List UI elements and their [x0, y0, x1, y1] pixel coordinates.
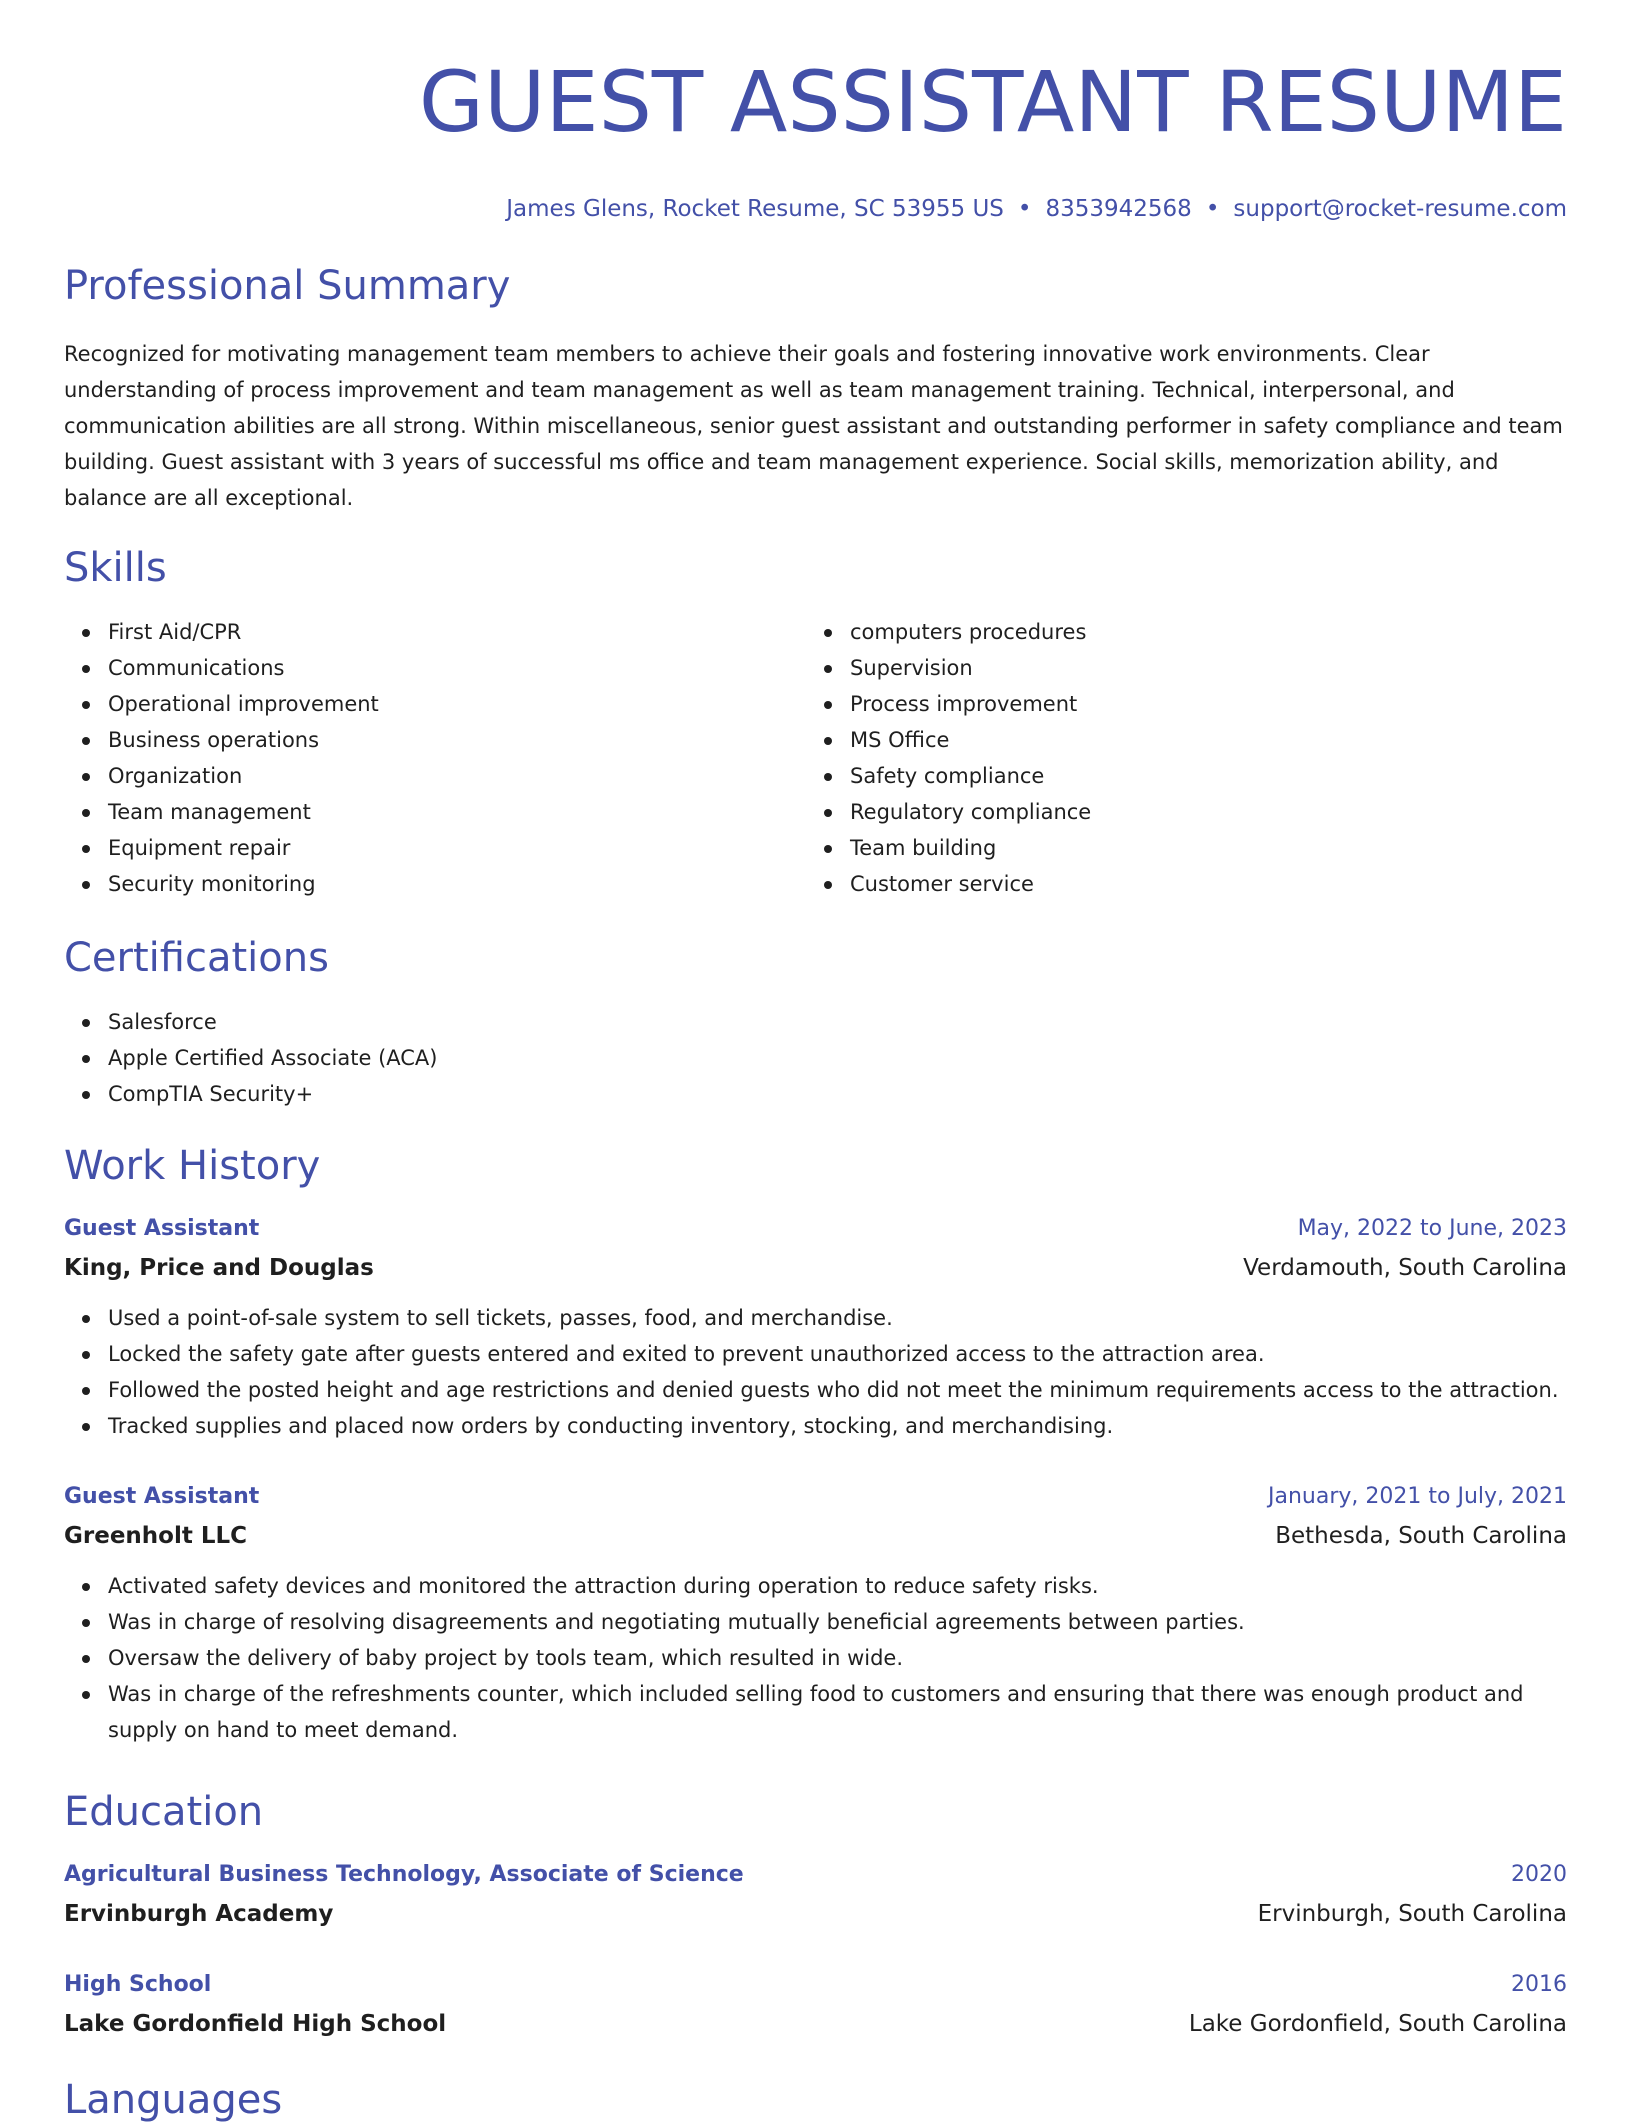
job-company-row	[64, 1248, 1567, 1288]
skills-section	[64, 544, 1567, 902]
skill-item: Customer service	[850, 866, 1548, 902]
education-location: Lake Gordonfield, South Carolina	[1188, 2011, 1567, 2037]
education-degree-row	[64, 1966, 1567, 2004]
education-entry	[64, 1966, 1567, 2044]
skill-item: Communications	[108, 650, 806, 686]
job-company-row	[64, 1516, 1567, 1556]
skills-list-right	[806, 614, 1548, 902]
skill-item: First Aid/CPR	[108, 614, 806, 650]
education-degree: High School	[64, 1972, 212, 1997]
section-heading-education: Education	[64, 1789, 264, 1835]
contact-separator: •	[1017, 196, 1032, 222]
certification-item: Apple Certified Associate (ACA)	[108, 1040, 1567, 1076]
skills-list-left	[64, 614, 806, 902]
education-entry	[64, 1856, 1567, 1934]
job-location: Verdamouth, South Carolina	[1243, 1255, 1567, 1281]
skill-item: Safety compliance	[850, 758, 1548, 794]
education-location: Ervinburgh, South Carolina	[1257, 1901, 1567, 1927]
job-entry	[64, 1210, 1567, 1444]
certification-item: Salesforce	[108, 1004, 1567, 1040]
skill-item: computers procedures	[850, 614, 1548, 650]
contact-phone: 8353942568	[1045, 196, 1192, 222]
section-heading-skills: Skills	[64, 545, 167, 591]
job-title: Guest Assistant	[64, 1484, 260, 1509]
section-heading-work-history: Work History	[64, 1143, 321, 1189]
skill-item: Team management	[108, 794, 806, 830]
section-heading-summary: Professional Summary	[64, 263, 511, 309]
education-degree: Agricultural Business Technology, Associate of Science	[64, 1862, 744, 1887]
section-heading-certifications: Certifications	[64, 935, 329, 981]
contact-separator: •	[1205, 196, 1220, 222]
job-dates: May, 2022 to June, 2023	[1297, 1216, 1567, 1241]
certifications-section	[64, 934, 1567, 1112]
education-school: Ervinburgh Academy	[64, 1901, 334, 1927]
job-bullet: Used a point-of-sale system to sell tickets, passes, food, and merchandise.	[108, 1300, 1567, 1336]
job-bullet: Followed the posted height and age restrictions and denied guests who did not meet the minimum requirements access to the attraction.	[108, 1372, 1567, 1408]
education-year: 2020	[1511, 1862, 1567, 1887]
job-title-row	[64, 1478, 1567, 1516]
job-bullet: Locked the safety gate after guests entered and exited to prevent unauthorized access to the attraction area.	[108, 1336, 1567, 1372]
contact-address: James Glens, Rocket Resume, SC 53955 US	[506, 196, 1004, 222]
job-company: King, Price and Douglas	[64, 1255, 374, 1281]
education-school: Lake Gordonfield High School	[64, 2011, 447, 2037]
languages-section	[64, 2076, 1567, 2124]
skill-item: Process improvement	[850, 686, 1548, 722]
job-bullet: Was in charge of the refreshments counter, which included selling food to customers and ensuring that there was enough product and supply on hand to meet demand.	[108, 1676, 1567, 1748]
skill-item: Regulatory compliance	[850, 794, 1548, 830]
education-section	[64, 1788, 1567, 2044]
skill-item: Supervision	[850, 650, 1548, 686]
education-school-row	[64, 1894, 1567, 1934]
skills-columns	[64, 614, 1567, 902]
contact-email[interactable]: support@rocket-resume.com	[1233, 196, 1567, 222]
skill-item: MS Office	[850, 722, 1548, 758]
job-company: Greenholt LLC	[64, 1523, 248, 1549]
skill-item: Business operations	[108, 722, 806, 758]
job-title-row	[64, 1210, 1567, 1248]
skill-item: Team building	[850, 830, 1548, 866]
skill-item: Organization	[108, 758, 806, 794]
job-bullet: Oversaw the delivery of baby project by tools team, which resulted in wide.	[108, 1640, 1567, 1676]
education-school-row	[64, 2004, 1567, 2044]
work-history-section	[64, 1142, 1567, 1748]
summary-text: Recognized for motivating management team members to achieve their goals and fostering innovative work environments. Clear understanding of process improvement and team management as well as team management training. Technical, interpersonal, and communication abilities are all strong. Within miscellaneous, senior guest assistant and outstanding performer in safety compliance and team building. Guest assistant with 3 years of successful ms office and team management experience. Social skills, memorization ability, and balance are all exceptional.	[64, 342, 1563, 510]
education-degree-row	[64, 1856, 1567, 1894]
skill-item: Equipment repair	[108, 830, 806, 866]
job-bullet: Tracked supplies and placed now orders by conducting inventory, stocking, and merchandising.	[108, 1408, 1567, 1444]
skill-item: Operational improvement	[108, 686, 806, 722]
job-bullets	[64, 1568, 1567, 1748]
job-bullet: Activated safety devices and monitored the attraction during operation to reduce safety risks.	[108, 1568, 1567, 1604]
summary-section	[64, 262, 1567, 516]
resume-page	[64, 0, 1567, 2123]
certification-item: CompTIA Security+	[108, 1076, 1567, 1112]
certifications-list	[64, 1004, 1567, 1112]
job-location: Bethesda, South Carolina	[1275, 1523, 1567, 1549]
resume-title: GUEST ASSISTANT RESUME	[418, 53, 1567, 151]
section-heading-languages: Languages	[64, 2077, 283, 2123]
job-bullets	[64, 1300, 1567, 1444]
job-entry	[64, 1478, 1567, 1748]
job-dates: January, 2021 to July, 2021	[1268, 1484, 1567, 1509]
education-year: 2016	[1511, 1972, 1567, 1997]
job-bullet: Was in charge of resolving disagreements and negotiating mutually beneficial agreements between parties.	[108, 1604, 1567, 1640]
contact-line	[64, 194, 1567, 224]
job-title: Guest Assistant	[64, 1216, 260, 1241]
skill-item: Security monitoring	[108, 866, 806, 902]
